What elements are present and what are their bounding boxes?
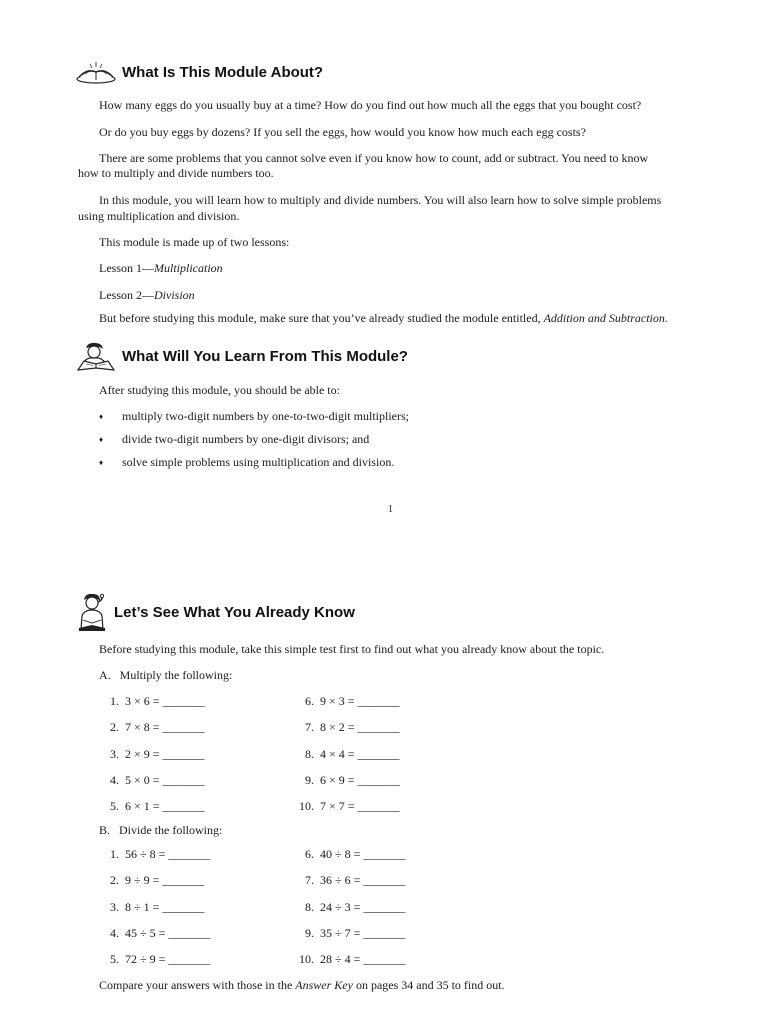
section-heading-module-about (76, 60, 323, 84)
problem-number: 8. (305, 746, 314, 761)
problem-number: 6. (305, 847, 314, 861)
problem-expression: 8 ÷ 1 = _______ (125, 899, 205, 914)
problem-item (292, 720, 400, 735)
objective-item: ♦ multiply two-digit numbers by one-to-two-digit multipliers; (99, 409, 409, 423)
problem-item (97, 747, 205, 762)
paragraph: how to multiply and divide numbers too. (78, 166, 274, 180)
heading-text: Let’s See What You Already Know (114, 603, 355, 621)
paragraph: using multiplication and division. (78, 209, 240, 223)
problem-expression: 9 ÷ 9 = _______ (125, 873, 205, 888)
problem-expression: 4 × 4 = _______ (320, 746, 400, 761)
problem-number: 8. (305, 899, 314, 914)
problem-item (97, 773, 205, 788)
problem-item (97, 926, 210, 941)
heading-text: What Will You Learn From This Module? (122, 347, 408, 365)
problem-number: 9. (305, 772, 314, 787)
problem-item (292, 900, 405, 915)
problem-number: 3. (110, 899, 119, 914)
problem-expression: 56 ÷ 8 = _______ (125, 847, 211, 861)
problem-expression: 7 × 8 = _______ (125, 720, 205, 735)
problem-number: 2. (110, 873, 119, 888)
problem-item (292, 799, 400, 814)
problem-number: 7. (305, 720, 314, 735)
paragraph: How many eggs do you usually buy at a time? How do you find out how much all the eggs that you bought cost? (99, 98, 642, 112)
paragraph: In this module, you will learn how to multiply and divide numbers. You will also learn how to solve simple problems (99, 193, 662, 207)
problem-item (292, 694, 400, 709)
problem-expression: 72 ÷ 9 = _______ (125, 952, 211, 967)
problem-number: 9. (305, 925, 314, 940)
problem-expression: 45 ÷ 5 = _______ (125, 925, 211, 940)
objectives-intro: After studying this module, you should be able to: (99, 383, 340, 397)
problem-item (292, 847, 405, 862)
problem-item (97, 720, 205, 735)
part-b-title: B. Divide the following: (99, 823, 223, 837)
paragraph: Or do you buy eggs by dozens? If you sell the eggs, how would you know how much each egg costs? (99, 125, 586, 139)
problem-expression: 28 ÷ 4 = _______ (320, 952, 406, 967)
book-icon (76, 60, 116, 84)
problem-number: 2. (110, 720, 119, 735)
diamond-bullet-icon: ♦ (99, 412, 104, 421)
section-heading-already-know (76, 592, 355, 632)
problem-number: 5. (110, 799, 119, 814)
part-a-title: A. Multiply the following: (99, 668, 233, 682)
problem-item (97, 694, 205, 709)
problem-item (292, 747, 400, 762)
problem-number: 6. (305, 694, 314, 708)
problem-expression: 7 × 7 = _______ (320, 799, 400, 814)
problem-number: 4. (110, 772, 119, 787)
paragraph: There are some problems that you cannot solve even if you know how to count, add or subtract. You need to know (99, 151, 649, 165)
problem-number: 1. (110, 847, 119, 861)
lesson-1-line: Lesson 1—Multiplication (99, 261, 223, 275)
objective-item: ♦ solve simple problems using multiplication and division. (99, 455, 395, 469)
problem-expression: 5 × 0 = _______ (125, 772, 205, 787)
problem-expression: 3 × 6 = _______ (125, 694, 205, 708)
problem-expression: 40 ÷ 8 = _______ (320, 847, 406, 861)
problem-number: 7. (305, 873, 314, 888)
problem-item (97, 952, 210, 967)
page-number: 1 (388, 504, 393, 515)
closing-line: Compare your answers with those in the Answer Key on pages 34 and 35 to find out. (99, 978, 505, 992)
diamond-bullet-icon: ♦ (99, 458, 104, 467)
problem-expression: 24 ÷ 3 = _______ (320, 899, 406, 914)
section-heading-learn (76, 340, 408, 372)
problem-item (292, 952, 405, 967)
student-reading-icon (76, 340, 116, 372)
problem-item (292, 926, 405, 941)
problem-number: 5. (110, 952, 119, 967)
test-intro: Before studying this module, take this simple test first to find out what you already know about the topic. (99, 642, 605, 656)
thinking-person-icon (76, 592, 108, 632)
problem-expression: 6 × 9 = _______ (320, 772, 400, 787)
problem-expression: 8 × 2 = _______ (320, 720, 400, 735)
problem-expression: 36 ÷ 6 = _______ (320, 873, 406, 888)
objective-item: ♦ divide two-digit numbers by one-digit divisors; and (99, 432, 370, 446)
problem-item (97, 900, 204, 915)
problem-item (97, 847, 210, 862)
problem-expression: 2 × 9 = _______ (125, 746, 205, 761)
problem-item (97, 873, 204, 888)
problem-item (97, 799, 205, 814)
problem-number: 10. (299, 799, 314, 814)
problem-expression: 6 × 1 = _______ (125, 799, 205, 814)
problem-number: 1. (110, 694, 119, 708)
problem-number: 4. (110, 925, 119, 940)
problem-item (292, 873, 405, 888)
problem-number: 10. (299, 952, 314, 967)
diamond-bullet-icon: ♦ (99, 435, 104, 444)
prerequisite-line: But before studying this module, make sure that you’ve already studied the module entitled, Addition and Subtraction. (99, 311, 668, 325)
problem-item (292, 773, 400, 788)
heading-text: What Is This Module About? (122, 63, 324, 81)
problem-number: 3. (110, 746, 119, 761)
lesson-2-line: Lesson 2—Division (99, 288, 195, 302)
paragraph: This module is made up of two lessons: (99, 235, 290, 249)
problem-expression: 35 ÷ 7 = _______ (320, 925, 406, 940)
problem-expression: 9 × 3 = _______ (320, 694, 400, 708)
